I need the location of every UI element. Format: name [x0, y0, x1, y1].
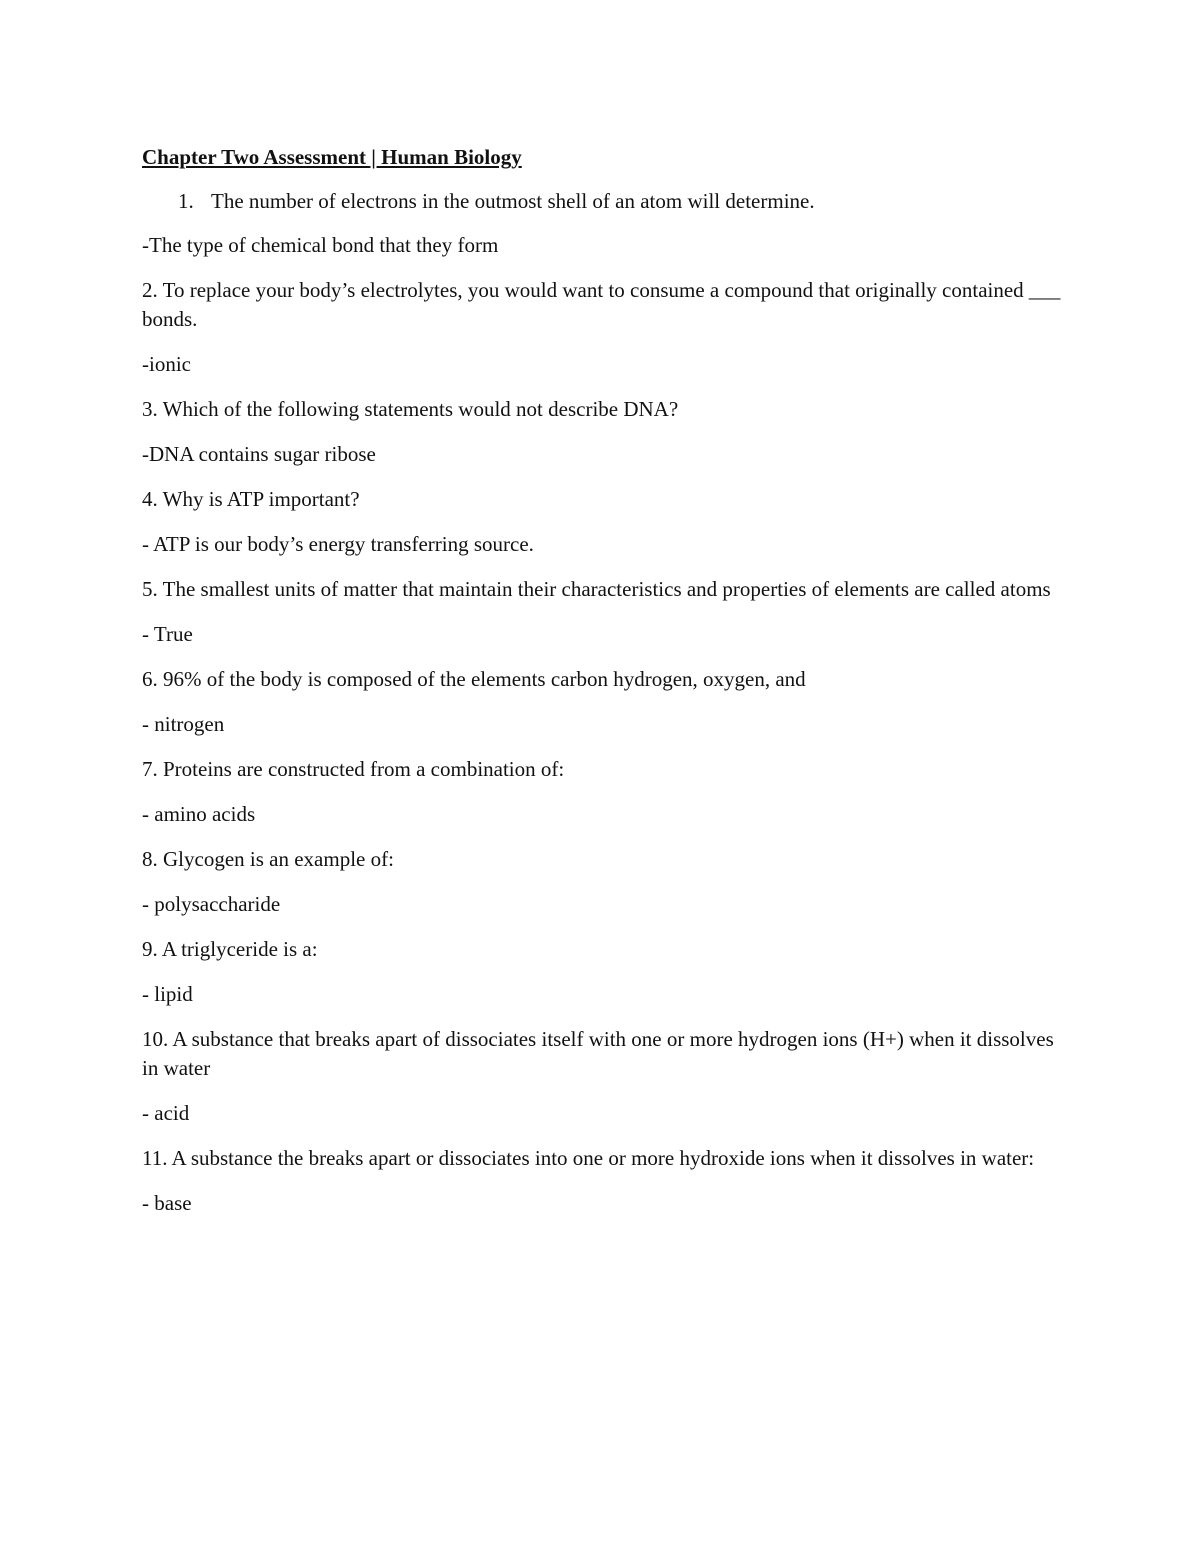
question-6: 6. 96% of the body is composed of the elements carbon hydrogen, oxygen, and [142, 667, 806, 691]
question-2: 2. To replace your body’s electrolytes, you would want to consume a compound that originally contained ___ bonds. [142, 278, 1061, 331]
document-title: Chapter Two Assessment | Human Biology [142, 145, 522, 169]
question-11: 11. A substance the breaks apart or dissociates into one or more hydroxide ions when it dissolves in water: [142, 1146, 1035, 1170]
answer-6: - nitrogen [142, 712, 225, 736]
answer-2: -ionic [142, 352, 191, 376]
question-3: 3. Which of the following statements would not describe DNA? [142, 397, 679, 421]
answer-7: - amino acids [142, 802, 256, 826]
question-4: 4. Why is ATP important? [142, 487, 360, 511]
answer-3: -DNA contains sugar ribose [142, 442, 376, 466]
answer-10: - acid [142, 1101, 190, 1125]
question-1 [142, 187, 1062, 216]
question-1-number: 1. [178, 189, 194, 213]
answer-11: - base [142, 1191, 192, 1215]
answer-1: -The type of chemical bond that they form [142, 233, 499, 257]
answer-5: - True [142, 622, 193, 646]
question-10: 10. A substance that breaks apart of dissociates itself with one or more hydrogen ions (H+) when it dissolves in water [142, 1027, 1054, 1080]
question-9: 9. A triglyceride is a: [142, 937, 318, 961]
question-5: 5. The smallest units of matter that maintain their characteristics and properties of elements are called atoms [142, 577, 1051, 601]
document-body [142, 143, 1062, 1234]
answer-8: - polysaccharide [142, 892, 281, 916]
answer-9: - lipid [142, 982, 193, 1006]
answer-4: - ATP is our body’s energy transferring source. [142, 532, 534, 556]
question-7: 7. Proteins are constructed from a combination of: [142, 757, 565, 781]
question-1-text: The number of electrons in the outmost shell of an atom will determine. [211, 189, 815, 213]
question-8: 8. Glycogen is an example of: [142, 847, 394, 871]
